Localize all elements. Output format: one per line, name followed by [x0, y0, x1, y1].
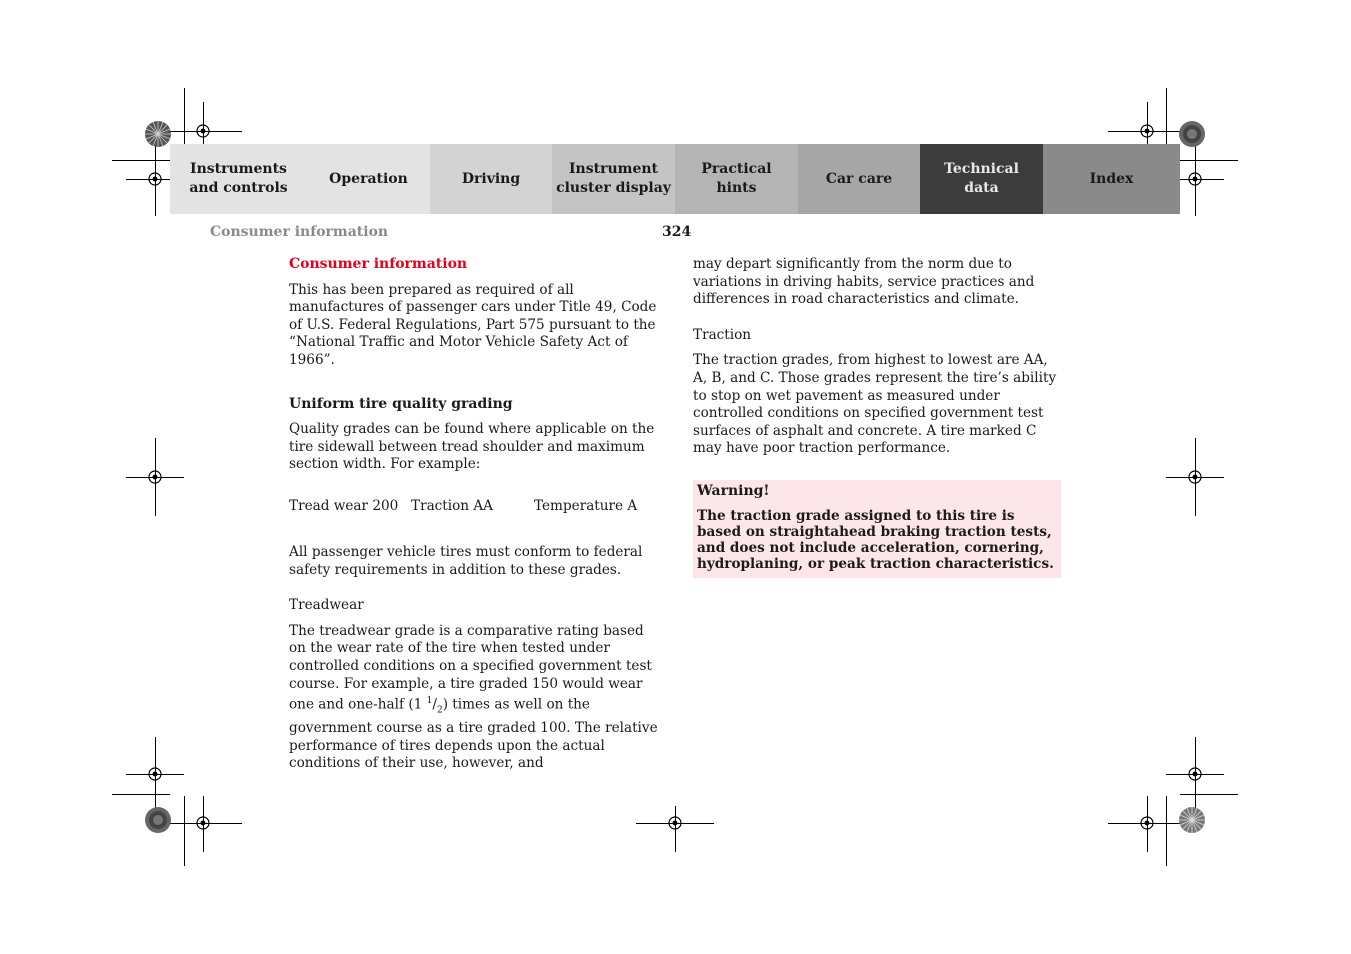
registration-target-icon: [1186, 468, 1204, 486]
subhead-uniform-tire-quality: Uniform tire quality grading: [289, 395, 513, 412]
running-head: Consumer information: [210, 224, 389, 240]
grade-temperature: Temperature A: [534, 497, 638, 514]
starburst-mark-icon: [1178, 120, 1206, 148]
tab-car-care[interactable]: Car care: [798, 144, 920, 214]
quality-paragraph: Quality grades can be found where applicable on the tire sidewall between tread shoulder and maximum section width. For example:: [289, 421, 655, 473]
warning-text: The traction grade assigned to this tire is based on straightahead braking traction tests, and does not include acceleration, cornering, hydroplaning, or peak traction characteristics.: [697, 508, 1054, 572]
fraction-slash: /: [432, 696, 437, 713]
registration-target-icon: [1186, 765, 1204, 783]
section-title: Consumer information: [289, 256, 468, 272]
section-tab-bar: [170, 144, 1180, 214]
grade-traction: Traction AA: [411, 497, 493, 514]
crop-line: [184, 796, 185, 866]
intro-paragraph: This has been prepared as required of all manufactures of passenger cars under Title 49, Code of U.S. Federal Regulations, Part 575 pursuant to the “National Traffic and Motor Vehicle Safety Act of 1966”.: [289, 281, 657, 368]
warning-title: Warning!: [697, 483, 770, 499]
tab-practical-hints[interactable]: Practical hints: [675, 144, 798, 214]
tab-operation[interactable]: Operation: [307, 144, 430, 214]
crop-line: [1180, 794, 1238, 795]
tab-index[interactable]: Index: [1043, 144, 1180, 214]
registration-target-icon: [1138, 122, 1156, 140]
page-number: 324: [662, 224, 692, 240]
crop-line: [1180, 160, 1238, 161]
crop-line: [112, 794, 170, 795]
tab-instruments-and-controls[interactable]: Instruments and controls: [170, 144, 307, 214]
conform-paragraph: All passenger vehicle tires must conform to federal safety requirements in addition to these grades.: [289, 543, 643, 578]
registration-target-icon: [146, 765, 164, 783]
grade-treadwear: Tread wear 200: [289, 497, 399, 514]
starburst-mark-icon: [144, 120, 172, 148]
registration-target-icon: [194, 122, 212, 140]
treadwear-paragraph: The treadwear grade is a comparative rating based on the wear rate of the tire when tested under controlled conditions on a specified government test course. For example, a tire graded 150 would wear one and one-half (1 $^1/_2$) times as well on the government course as a tire graded 100. The relative performance of tires depends upon the actual conditions of their use, however, and: [289, 622, 658, 772]
crop-line: [112, 160, 170, 161]
registration-target-icon: [1186, 170, 1204, 188]
tab-driving[interactable]: Driving: [430, 144, 552, 214]
left-column: [289, 256, 659, 773]
tab-instrument-cluster-display[interactable]: Instrument cluster display: [552, 144, 675, 214]
crop-line: [1166, 796, 1167, 866]
traction-paragraph: The traction grades, from highest to lowest are AA, A, B, and C. Those grades represent the tire’s ability to stop on wet pavement as measured under controlled conditions on specified government test surfaces of asphalt and concrete. A tire marked C may have poor traction performance.: [693, 352, 1057, 457]
treadwear-heading: Treadwear: [289, 597, 364, 614]
fraction-denominator: 2: [436, 705, 443, 716]
traction-heading: Traction: [693, 326, 752, 343]
registration-target-icon: [194, 814, 212, 832]
grade-example-row: [289, 498, 659, 516]
starburst-mark-icon: [1178, 806, 1206, 834]
fraction-numerator: 1: [426, 696, 433, 707]
starburst-mark-icon: [144, 806, 172, 834]
registration-target-icon: [146, 468, 164, 486]
warning-box: [693, 480, 1061, 578]
right-column: [693, 256, 1061, 458]
registration-target-icon: [146, 170, 164, 188]
tab-technical-data[interactable]: Technical data: [920, 144, 1043, 214]
registration-target-icon: [666, 814, 684, 832]
continued-paragraph: may depart significantly from the norm due to variations in driving habits, service practices and differences in road characteristics and climate.: [693, 256, 1035, 308]
registration-target-icon: [1138, 814, 1156, 832]
